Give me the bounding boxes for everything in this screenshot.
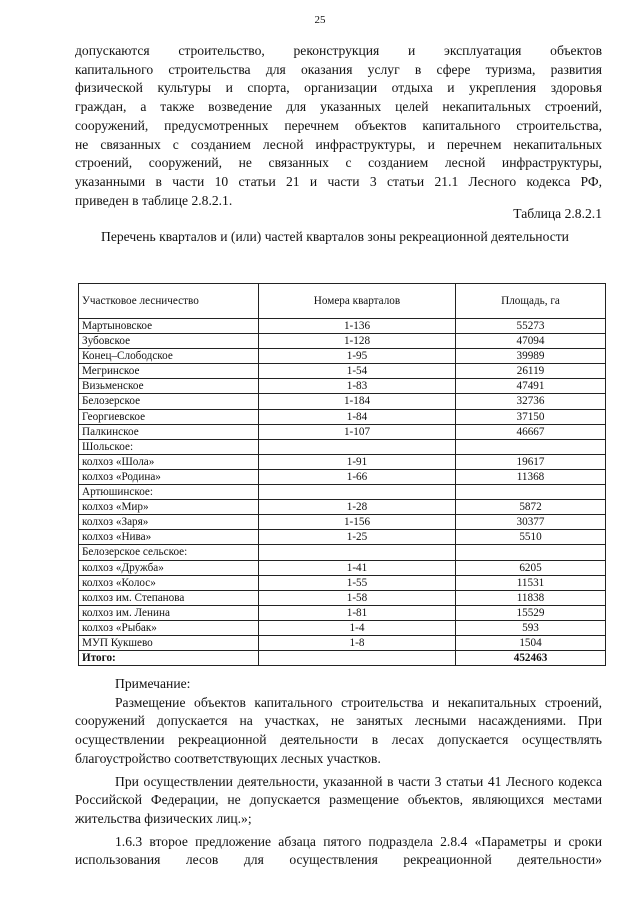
table-row — [79, 319, 606, 334]
total-quarters — [259, 651, 456, 666]
table-row — [79, 439, 606, 454]
cell-forestry: Артюшинское: — [79, 485, 259, 500]
cell-forestry: Георгиевское — [79, 409, 259, 424]
intro-paragraph — [75, 42, 602, 210]
cell-area: 19617 — [456, 454, 606, 469]
cell-forestry: Визьменское — [79, 379, 259, 394]
cell-quarters: 1-41 — [259, 560, 456, 575]
cell-quarters: 1-84 — [259, 409, 456, 424]
table-row — [79, 379, 606, 394]
cell-forestry: колхоз «Нива» — [79, 530, 259, 545]
cell-forestry: колхоз им. Степанова — [79, 590, 259, 605]
table-row — [79, 409, 606, 424]
cell-area: 46667 — [456, 424, 606, 439]
intro-line: не связанных с созданием лесной инфраструктуры, и перечнем некапитальных — [75, 136, 602, 152]
table-row — [79, 635, 606, 650]
table-row — [79, 515, 606, 530]
cell-quarters: 1-136 — [259, 319, 456, 334]
cell-quarters — [259, 545, 456, 560]
cell-quarters — [259, 485, 456, 500]
intro-line: граждан, а также возведение для указанных целей некапитальных строений, — [75, 99, 602, 115]
table-row — [79, 500, 606, 515]
cell-quarters: 1-107 — [259, 424, 456, 439]
cell-area: 593 — [456, 620, 606, 635]
table-row — [79, 575, 606, 590]
table-header-row — [79, 284, 606, 319]
cell-area: 11531 — [456, 575, 606, 590]
intro-line: строений, сооружений, не связанных с созданием лесной инфраструктуры, — [75, 155, 602, 171]
cell-forestry: Зубовское — [79, 334, 259, 349]
table-total-row — [79, 651, 606, 666]
cell-forestry: Мегринское — [79, 364, 259, 379]
total-label: Итого: — [79, 651, 259, 666]
intro-line: приведен в таблице 2.8.2.1. — [75, 192, 233, 208]
table-row — [79, 590, 606, 605]
table-row — [79, 469, 606, 484]
header-area: Площадь, га — [456, 284, 606, 319]
table-row — [79, 605, 606, 620]
table-label: Таблица 2.8.2.1 — [513, 206, 602, 221]
paragraph-1-6-3: 1.6.3 второе предложение абзаца пятого подраздела 2.8.4 «Параметры и сроки использования лесов для осуществления рекреационной деятельности» — [75, 833, 602, 868]
cell-forestry: колхоз «Дружба» — [79, 560, 259, 575]
cell-quarters: 1-4 — [259, 620, 456, 635]
cell-area: 32736 — [456, 394, 606, 409]
table-row — [79, 560, 606, 575]
cell-area: 11838 — [456, 590, 606, 605]
cell-forestry: Белозерское сельское: — [79, 545, 259, 560]
cell-area: 5872 — [456, 500, 606, 515]
cell-quarters: 1-91 — [259, 454, 456, 469]
table-row — [79, 620, 606, 635]
cell-area: 6205 — [456, 560, 606, 575]
cell-forestry: Палкинское — [79, 424, 259, 439]
table-row — [79, 530, 606, 545]
cell-area — [456, 485, 606, 500]
cell-area — [456, 439, 606, 454]
cell-forestry: Шольское: — [79, 439, 259, 454]
intro-line: физической культуры и спорта, организации отдыха и укрепления здоровья — [75, 80, 602, 96]
cell-forestry: колхоз им. Ленина — [79, 605, 259, 620]
cell-forestry: Белозерское — [79, 394, 259, 409]
cell-forestry: колхоз «Мир» — [79, 500, 259, 515]
table-row — [79, 364, 606, 379]
quarters-table — [78, 283, 606, 666]
cell-forestry: колхоз «Родина» — [79, 469, 259, 484]
cell-area: 39989 — [456, 349, 606, 364]
table-row — [79, 349, 606, 364]
cell-quarters: 1-184 — [259, 394, 456, 409]
cell-area: 5510 — [456, 530, 606, 545]
note-label: Примечание: — [115, 676, 191, 691]
cell-quarters — [259, 439, 456, 454]
cell-quarters: 1-25 — [259, 530, 456, 545]
cell-area: 37150 — [456, 409, 606, 424]
table-row — [79, 485, 606, 500]
cell-area: 55273 — [456, 319, 606, 334]
cell-quarters: 1-156 — [259, 515, 456, 530]
cell-quarters: 1-66 — [259, 469, 456, 484]
cell-quarters: 1-83 — [259, 379, 456, 394]
intro-line: капитального строительства для оказания услуг в сфере туризма, развития — [75, 61, 602, 77]
intro-line: указанными в части 10 статьи 21 и части 3 статьи 21.1 Лесного кодекса РФ, — [75, 173, 602, 189]
cell-quarters: 1-55 — [259, 575, 456, 590]
table-title: Перечень кварталов и (или) частей кварталов зоны рекреационной деятельности — [101, 229, 569, 244]
cell-forestry: Конец–Слободское — [79, 349, 259, 364]
cell-quarters: 1-128 — [259, 334, 456, 349]
cell-quarters: 1-54 — [259, 364, 456, 379]
cell-area: 15529 — [456, 605, 606, 620]
cell-quarters: 1-8 — [259, 635, 456, 650]
cell-area: 11368 — [456, 469, 606, 484]
intro-line: допускаются строительство, реконструкция и эксплуатация объектов — [75, 43, 602, 58]
table-row — [79, 424, 606, 439]
cell-forestry: МУП Кукшево — [79, 635, 259, 650]
cell-forestry: колхоз «Заря» — [79, 515, 259, 530]
header-forestry: Участковое лесничество — [79, 284, 259, 319]
cell-quarters: 1-95 — [259, 349, 456, 364]
paragraph-article-41: При осуществлении деятельности, указанной в части 3 статьи 41 Лесного кодекса Российской Федерации, не допускается размещение объектов, являющихся местами жительства физических лиц.»; — [75, 773, 602, 826]
table-row — [79, 394, 606, 409]
note-text: Размещение объектов капитального строительства и некапитальных строений, сооружений допускается на участках, не занятых лесными насаждениями. При осуществлении рекреационной деятельности в лесах допускается осуществлять благоустройство соответствующих лесных участков. — [75, 694, 602, 766]
cell-area: 1504 — [456, 635, 606, 650]
table-row — [79, 545, 606, 560]
cell-area: 47491 — [456, 379, 606, 394]
cell-area — [456, 545, 606, 560]
cell-area: 30377 — [456, 515, 606, 530]
cell-forestry: колхоз «Колос» — [79, 575, 259, 590]
cell-forestry: колхоз «Рыбак» — [79, 620, 259, 635]
cell-forestry: Мартыновское — [79, 319, 259, 334]
cell-forestry: колхоз «Шола» — [79, 454, 259, 469]
table-row — [79, 454, 606, 469]
cell-quarters: 1-81 — [259, 605, 456, 620]
cell-quarters: 1-58 — [259, 590, 456, 605]
cell-quarters: 1-28 — [259, 500, 456, 515]
page-number: 25 — [314, 14, 326, 26]
total-area: 452463 — [456, 651, 606, 666]
cell-area: 47094 — [456, 334, 606, 349]
cell-area: 26119 — [456, 364, 606, 379]
header-quarters: Номера кварталов — [259, 284, 456, 319]
note-block — [75, 675, 602, 870]
table-row — [79, 334, 606, 349]
intro-line: сооружений, предусмотренных перечнем объектов капитального строительства, — [75, 117, 602, 133]
